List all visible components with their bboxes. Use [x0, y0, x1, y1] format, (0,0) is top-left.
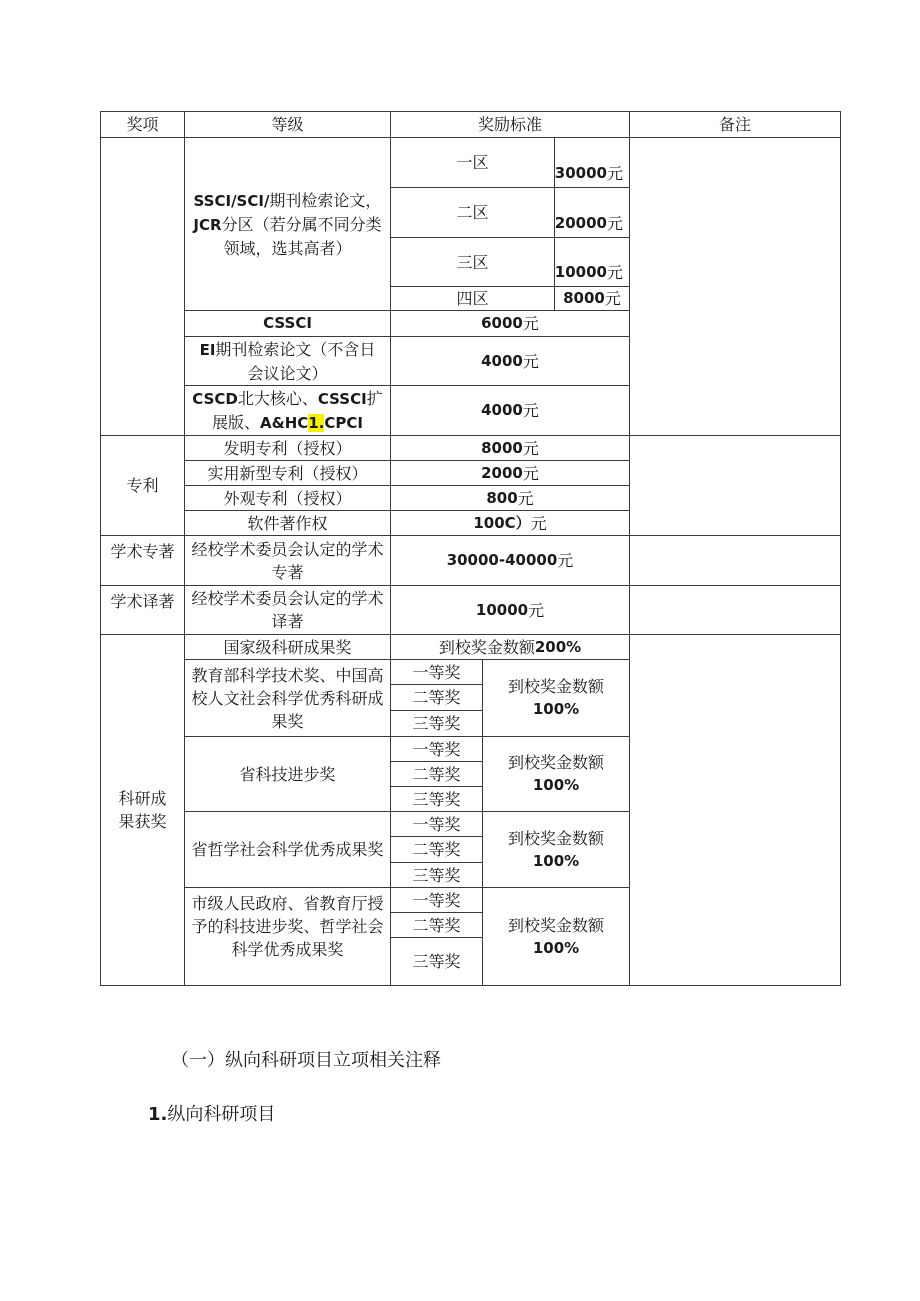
translation-category-cell: [100, 585, 185, 635]
award-group-4-rank-3: [390, 937, 483, 986]
zone-4-name-text: 四区: [456, 289, 489, 308]
header-level-text: 等级: [271, 115, 304, 134]
patent-row-2-num: 2000: [481, 463, 523, 482]
awards-category-cell: [100, 634, 185, 986]
patent-row-4-unit: 元: [530, 513, 547, 533]
cscd-label: CSCD: [192, 389, 238, 408]
patent-row-3-text: 外观专利（授权）: [223, 488, 352, 508]
zone-1-name: [390, 137, 555, 188]
award-group-4-rank-1: [390, 887, 483, 913]
award-group-1-text: 教育部科学技术奖、中国高校人文社会科学优秀科研成果奖: [191, 666, 384, 731]
cssci-amount-cell: [390, 310, 630, 337]
patent-row-4-name: [184, 510, 391, 536]
award-group-1-std-pct: 100%: [532, 700, 580, 718]
patent-row-4-text: 软件著作权: [247, 513, 328, 533]
patent-row-1-unit: 元: [522, 438, 539, 458]
zone-4-amount-num: 8000: [563, 289, 605, 307]
subsection-text: 纵向科研项目: [167, 1104, 276, 1125]
zone-4-amount: [554, 286, 630, 311]
zone-4-amount-unit: 元: [604, 289, 621, 308]
patent-row-4-amount: [390, 510, 630, 536]
award-group-1-std-text: 到校奖金数额: [507, 677, 604, 696]
monograph-desc-cell: [184, 535, 391, 586]
zone-2-amount-unit: 元: [606, 214, 623, 233]
paper-category-cell: [100, 137, 185, 436]
ssci-label: SSCI/SCI/: [193, 191, 270, 210]
award-group-4-rank-1-text: 一等奖: [412, 890, 461, 910]
monograph-desc: 经校学术委员会认定的学术专著: [191, 539, 384, 582]
zone-4-name: [390, 286, 555, 311]
ssci-label-suffix: 期刊检索论文，: [269, 190, 382, 210]
award-group-2-text: 省科技进步奖: [239, 764, 336, 784]
award-group-1-rank-1: [390, 659, 483, 685]
translation-desc-cell: [184, 585, 391, 635]
award-group-3-std: [482, 811, 630, 888]
award-group-3-name: [184, 811, 391, 888]
jcr-label-suffix: 分区（若分属不同分类领域，选其高者）: [221, 214, 382, 258]
monograph-category-cell: [100, 535, 185, 586]
award-group-2-rank-3: [390, 786, 483, 812]
award-group-2-std-text: 到校奖金数额: [507, 753, 604, 772]
award-group-3-std-text: 到校奖金数额: [507, 828, 604, 848]
award-group-3-rank-3-text: 三等奖: [412, 865, 461, 885]
patent-row-3-name: [184, 485, 391, 511]
patent-row-3-amount: [390, 485, 630, 511]
header-standard-text: 奖励标准: [477, 115, 542, 134]
paper-remark-cell: [629, 137, 841, 436]
patent-row-2-text: 实用新型专利（授权）: [207, 463, 368, 483]
award-group-1-rank-3-text: 三等奖: [412, 714, 461, 733]
zone-3-name: [390, 237, 555, 287]
translation-remark-cell: [629, 585, 841, 635]
cssci-label: CSSCI: [263, 314, 312, 332]
cscd-amount-unit: 元: [522, 401, 539, 420]
cscd-amount-num: 4000: [481, 401, 523, 419]
zone-2-name: [390, 187, 555, 238]
national-award-name: [184, 634, 391, 660]
ei-amount-cell: [390, 336, 630, 386]
award-group-1-rank-2-text: 二等奖: [412, 688, 461, 707]
cssci-amount-unit: 元: [522, 314, 539, 333]
cscd-level-cell: [184, 385, 391, 436]
awards-label: 科研成果获奖: [118, 789, 167, 831]
patent-category-cell: [100, 435, 185, 536]
subsection-heading: [148, 1100, 275, 1126]
award-group-1-name: [184, 659, 391, 737]
zone-1-amount: [554, 137, 630, 188]
cscd-label-part6: CPCI: [324, 413, 363, 432]
award-group-2-rank-3-text: 三等奖: [412, 789, 461, 809]
award-group-2-name: [184, 736, 391, 812]
monograph-label: 学术专著: [110, 542, 175, 561]
zone-1-amount-num: 30000: [554, 164, 607, 182]
award-group-4-rank-2-text: 二等奖: [412, 915, 461, 935]
zone-1-name-text: 一区: [456, 153, 489, 172]
award-group-2-rank-1-text: 一等奖: [412, 739, 461, 759]
zone-2-name-text: 二区: [456, 203, 489, 222]
award-group-4-std-pct: 100%: [532, 938, 580, 957]
cssci-level-cell: [184, 310, 391, 337]
award-group-3-rank-1: [390, 811, 483, 837]
ei-amount-unit: 元: [522, 351, 539, 371]
award-group-1-rank-1-text: 一等奖: [412, 662, 461, 682]
ei-amount-num: 4000: [481, 351, 523, 370]
monograph-amount-num: 30000-40000: [446, 551, 558, 569]
ei-label: EI: [199, 340, 216, 359]
award-group-1-std: [482, 659, 630, 737]
award-group-4-text: 市级人民政府、省教育厅授予的科技进步奖、哲学社会科学优秀成果奖: [191, 894, 384, 959]
translation-amount-unit: 元: [528, 600, 545, 620]
cscd-label-part4: 扩展版、: [211, 388, 383, 432]
award-group-2-std-pct: 100%: [532, 776, 580, 794]
award-group-2-rank-2: [390, 761, 483, 787]
patent-row-4-num: 100C）: [473, 513, 531, 532]
award-group-4-name: [184, 887, 391, 986]
zone-2-amount-num: 20000: [554, 214, 607, 232]
award-group-2-std: [482, 736, 630, 812]
section-heading: （一）纵向科研项目立项相关注释: [171, 1050, 441, 1071]
award-group-2-rank-2-text: 二等奖: [412, 764, 461, 784]
patent-label: 专利: [126, 476, 159, 495]
header-remark-text: 备注: [718, 115, 751, 134]
award-group-4-std-text: 到校奖金数额: [507, 915, 604, 935]
cssci-amount-num: 6000: [481, 314, 523, 332]
zone-3-amount: [554, 237, 630, 287]
award-group-3-rank-2-text: 二等奖: [412, 840, 461, 859]
award-group-2-rank-1: [390, 736, 483, 762]
translation-amount-num: 10000: [475, 600, 529, 619]
award-group-3-rank-2: [390, 836, 483, 863]
cscd-amount-cell: [390, 385, 630, 436]
ssci-level-cell: [184, 137, 391, 311]
patent-row-3-num: 800: [486, 488, 518, 507]
zone-2-amount: [554, 187, 630, 238]
award-group-4-rank-2: [390, 912, 483, 938]
subsection-number: 1.: [148, 1104, 168, 1125]
award-group-1-rank-2: [390, 684, 483, 711]
cscd-highlight: 1.: [308, 413, 325, 432]
national-award-std: [390, 634, 630, 660]
national-award-std-pct: 200%: [534, 637, 582, 656]
zone-3-name-text: 三区: [456, 252, 489, 272]
award-group-4-rank-3-text: 三等奖: [412, 952, 461, 971]
national-award-std-text: 到校奖金数额: [438, 637, 535, 657]
award-group-4-std: [482, 887, 630, 986]
header-remark: [629, 111, 841, 138]
patent-row-3-unit: 元: [517, 488, 534, 508]
patent-row-2-unit: 元: [522, 463, 539, 483]
award-group-3-rank-1-text: 一等奖: [412, 814, 461, 834]
patent-row-1-text: 发明专利（授权）: [223, 438, 352, 458]
cscd-label-part5: A&HC: [260, 413, 309, 432]
translation-label: 学术译著: [110, 592, 175, 611]
header-item: [100, 111, 185, 138]
patent-row-2-amount: [390, 460, 630, 486]
header-item-text: 奖项: [126, 115, 159, 134]
award-group-3-text: 省哲学社会科学优秀成果奖: [191, 840, 384, 859]
national-award-text: 国家级科研成果奖: [223, 637, 352, 657]
award-group-3-std-pct: 100%: [532, 851, 580, 870]
awards-remark-cell: [629, 634, 841, 986]
patent-row-2-name: [184, 460, 391, 486]
zone-1-amount-unit: 元: [606, 164, 623, 183]
zone-3-amount-unit: 元: [606, 263, 623, 282]
ei-level-cell: [184, 336, 391, 386]
header-standard: [390, 111, 630, 138]
header-level: [184, 111, 391, 138]
cscd-label-part2: 北大核心、: [237, 388, 318, 408]
award-group-3-rank-3: [390, 862, 483, 888]
jcr-label: JCR: [193, 215, 222, 234]
award-group-1-rank-3: [390, 710, 483, 737]
translation-desc: 经校学术委员会认定的学术译著: [191, 589, 384, 631]
patent-row-1-amount: [390, 435, 630, 461]
monograph-remark-cell: [629, 535, 841, 586]
patent-remark-cell: [629, 435, 841, 536]
patent-row-1-num: 8000: [481, 438, 523, 457]
patent-row-1-name: [184, 435, 391, 461]
zone-3-amount-num: 10000: [554, 263, 607, 281]
translation-amount-cell: [390, 585, 630, 635]
monograph-amount-unit: 元: [557, 551, 574, 570]
ei-label-suffix: 期刊检索论文（不含日会议论文）: [215, 339, 376, 383]
cscd-label-part3: CSSCI: [317, 389, 367, 408]
monograph-amount-cell: [390, 535, 630, 586]
